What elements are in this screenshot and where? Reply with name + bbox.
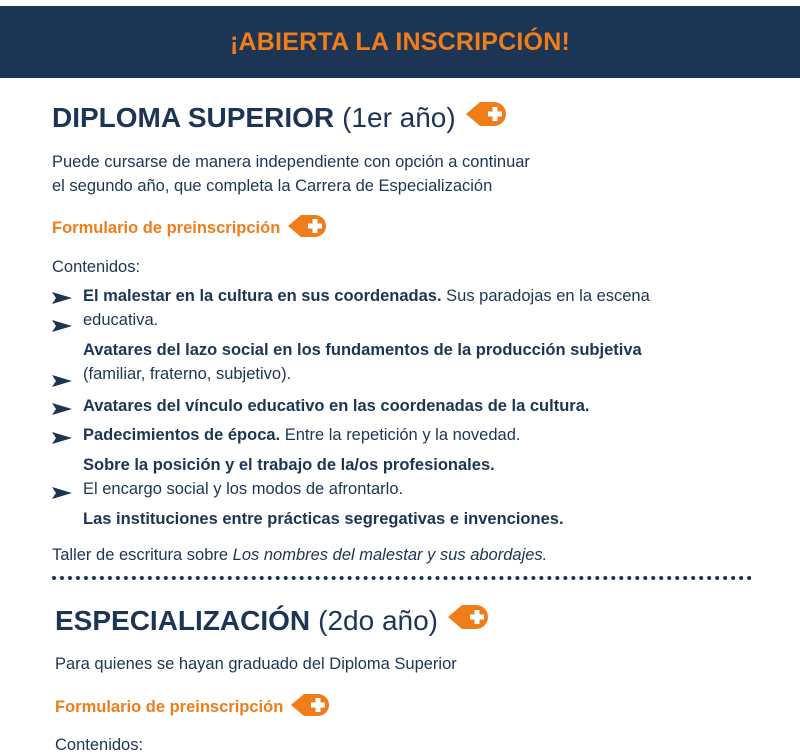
diploma-description bbox=[52, 150, 530, 198]
diploma-form-link[interactable] bbox=[52, 213, 328, 244]
especializacion-title: ESPECIALIZACIÓN bbox=[55, 604, 311, 636]
workshop-note: Taller de escritura sobre Los nombres del malestar y sus abordajes. bbox=[52, 546, 548, 564]
arrow-bullet-icon bbox=[52, 403, 72, 415]
diploma-description-line-1: Puede cursarse de manera independiente con opción a continuar bbox=[52, 153, 530, 171]
arrow-bullet-icon bbox=[52, 375, 72, 387]
list-item: Avatares del lazo social en los fundamentos de la producción subjetiva (familiar, fraterno, subjetivo). bbox=[83, 341, 642, 383]
diploma-contents-label: Contenidos: bbox=[52, 258, 141, 276]
especializacion-year: (2do año) bbox=[318, 604, 439, 636]
plus-tag-icon[interactable] bbox=[446, 603, 490, 638]
list-item: Las instituciones entre prácticas segregativas e invenciones. bbox=[83, 510, 564, 528]
especializacion-form-link-label[interactable]: Formulario de preinscripción bbox=[55, 698, 284, 716]
especializacion-contents-label: Contenidos: bbox=[55, 736, 144, 754]
arrow-bullet-icon bbox=[52, 292, 72, 304]
plus-tag-icon[interactable] bbox=[289, 692, 331, 723]
plus-tag-icon[interactable] bbox=[286, 213, 328, 244]
header-banner bbox=[0, 6, 800, 78]
list-item: Padecimientos de época. Entre la repetición y la novedad. bbox=[83, 426, 521, 444]
diploma-description-line-2: el segundo año, que completa la Carrera de Especialización bbox=[52, 177, 493, 195]
plus-tag-icon[interactable] bbox=[464, 100, 508, 135]
diploma-heading bbox=[52, 100, 508, 135]
banner-title: ¡ABIERTA LA INSCRIPCIÓN! bbox=[230, 27, 570, 56]
arrow-bullet-icon bbox=[52, 487, 72, 499]
especializacion-description: Para quienes se hayan graduado del Diploma Superior bbox=[55, 655, 457, 673]
especializacion-heading bbox=[55, 603, 490, 638]
diploma-form-link-label[interactable]: Formulario de preinscripción bbox=[52, 219, 281, 237]
arrow-bullet-icon bbox=[52, 320, 72, 332]
especializacion-form-link[interactable] bbox=[55, 692, 331, 723]
diploma-year: (1er año) bbox=[342, 101, 456, 133]
arrow-bullet-icon bbox=[52, 432, 72, 444]
diploma-title: DIPLOMA SUPERIOR bbox=[52, 101, 335, 133]
list-item: Avatares del vínculo educativo en las coordenadas de la cultura. bbox=[83, 397, 590, 415]
section-divider bbox=[52, 576, 752, 580]
list-item: Sobre la posición y el trabajo de la/os profesionales. El encargo social y los modos de afrontarlo. bbox=[83, 456, 495, 498]
list-item: El malestar en la cultura en sus coordenadas. Sus paradojas en la escena educativa. bbox=[83, 287, 650, 329]
